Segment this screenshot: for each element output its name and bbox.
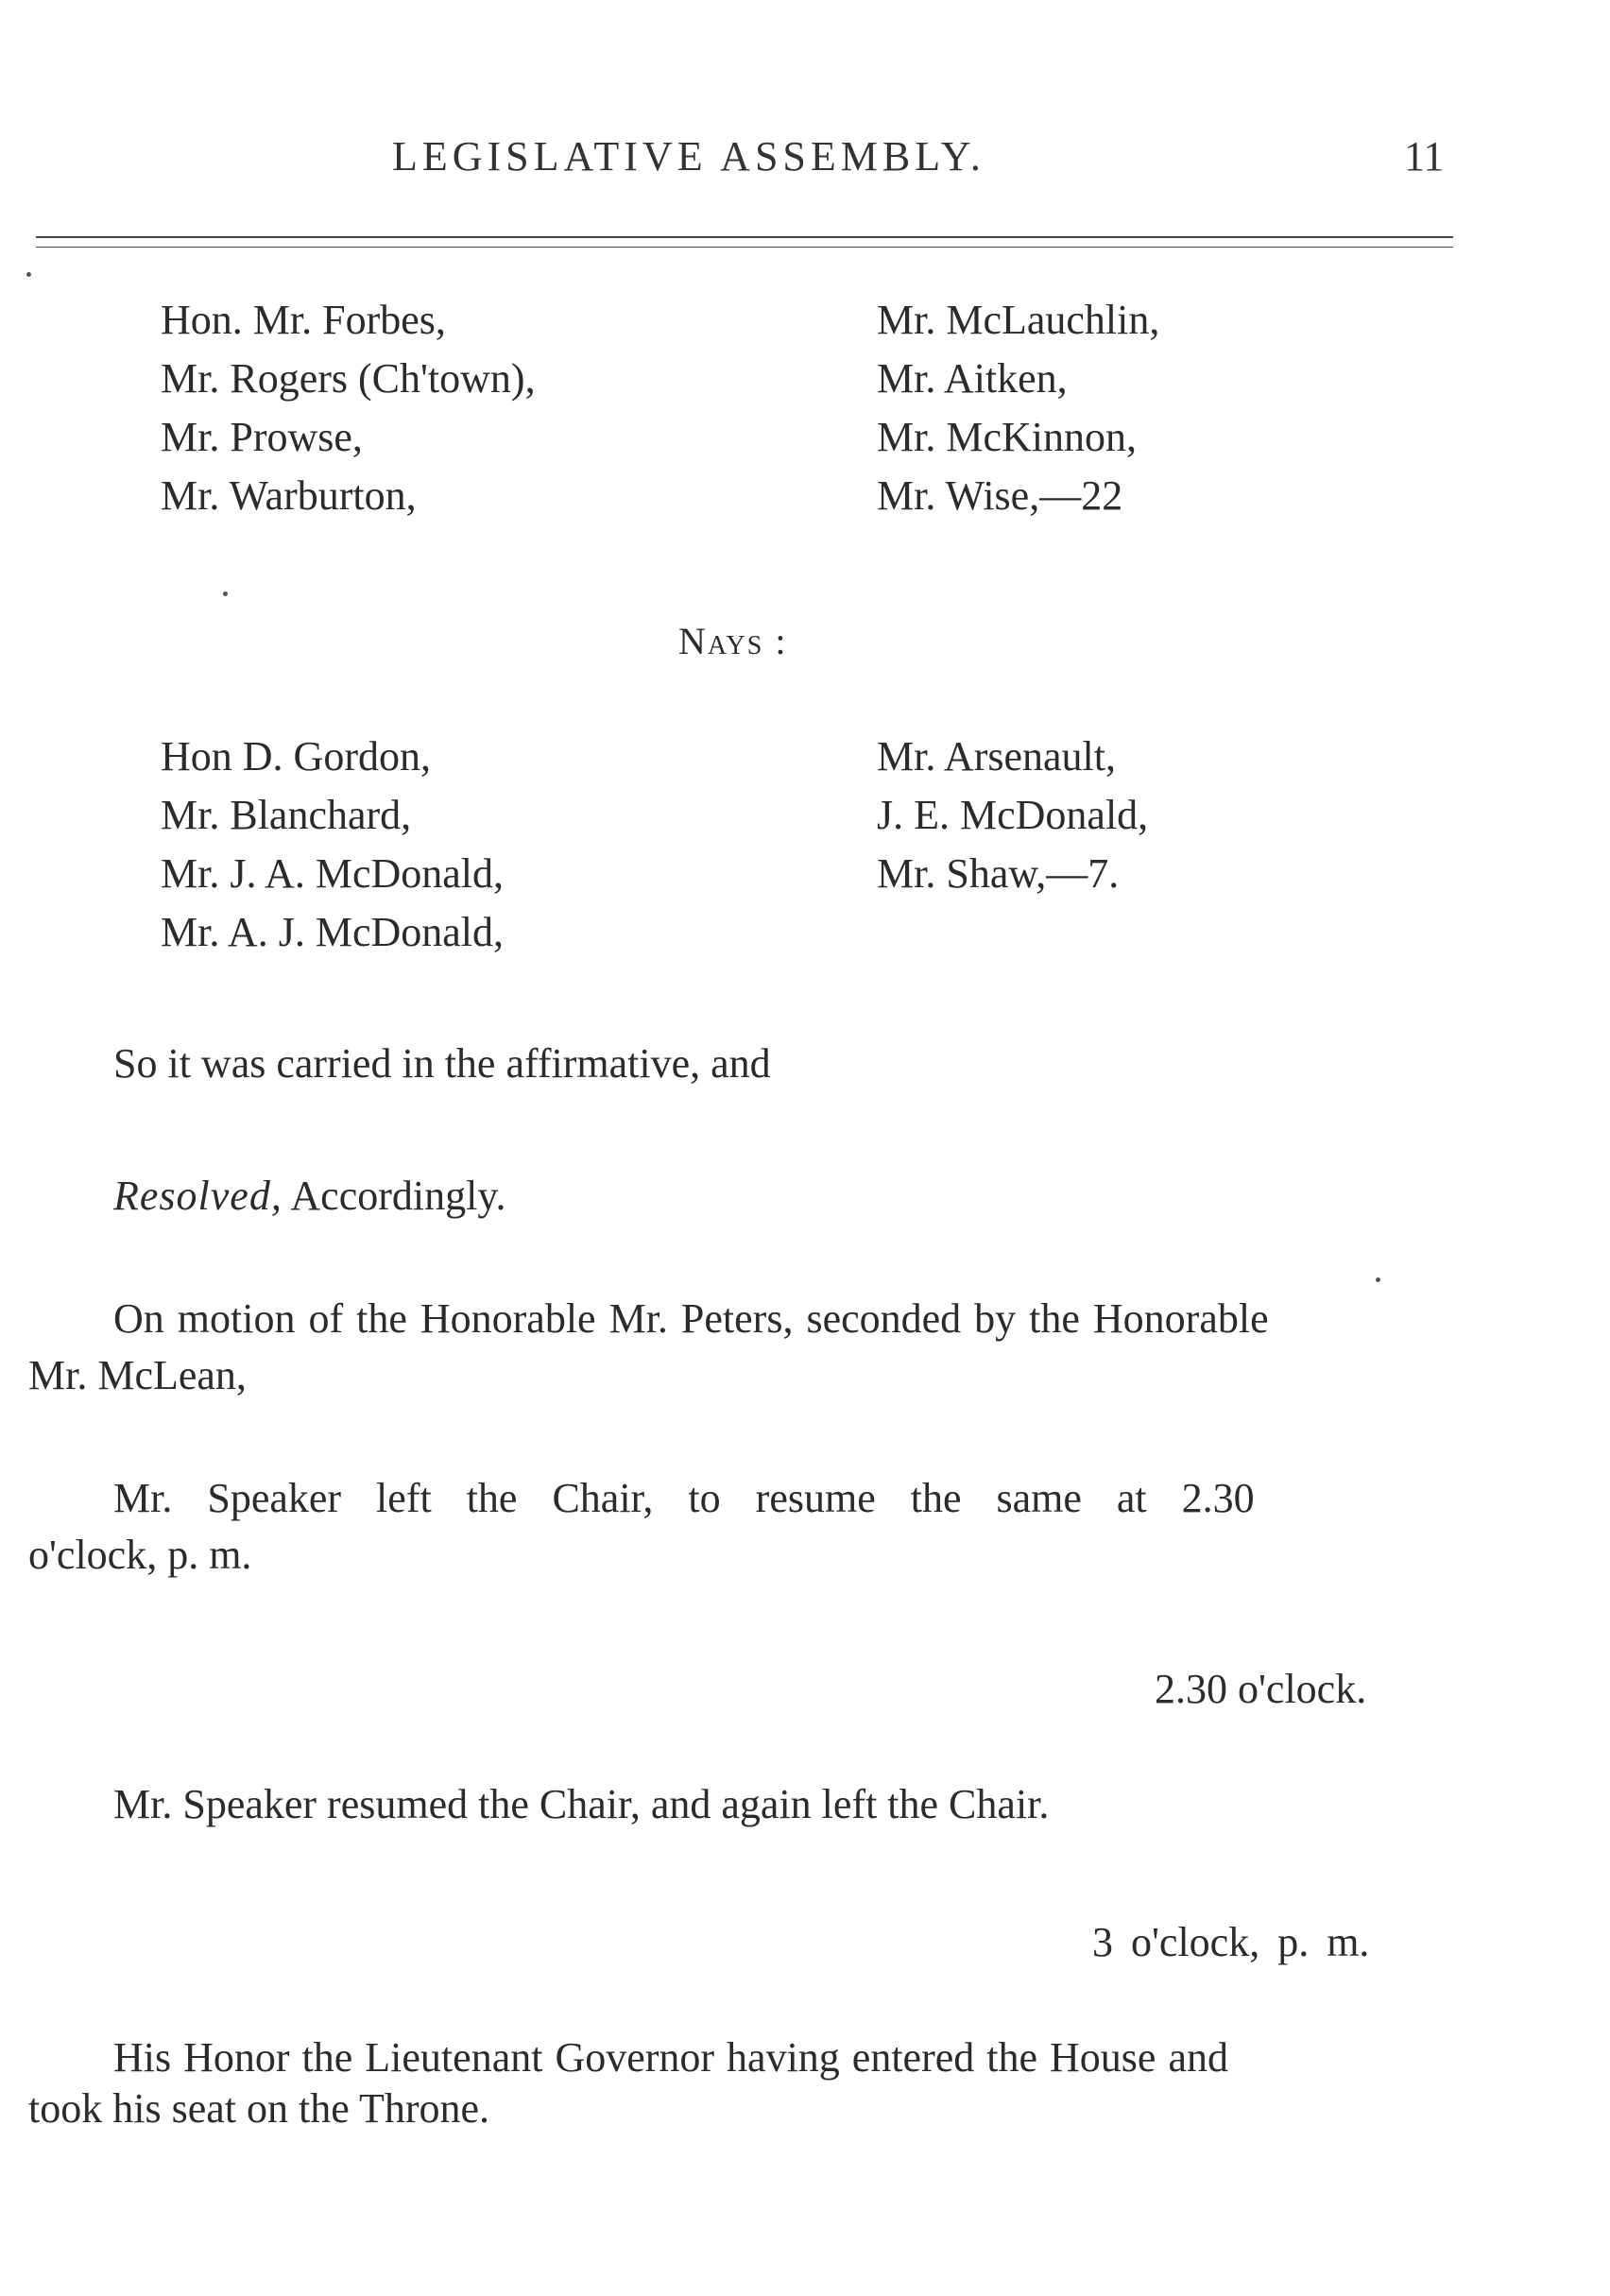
speaker-left-paragraph-line: o'clock, p. m. <box>28 1532 252 1578</box>
nay-member: Mr. Blanchard, <box>161 792 412 838</box>
yea-member: Mr. Wise,—22 <box>877 472 1123 519</box>
nay-member: J. E. McDonald, <box>877 792 1149 838</box>
print-speck <box>1376 1277 1380 1282</box>
resolved-paragraph <box>113 1172 505 1221</box>
nay-member: Hon D. Gordon, <box>161 733 431 780</box>
yea-member: Mr. Rogers (Ch'town), <box>161 355 536 402</box>
speaker-left-paragraph-line: Mr. Speaker left the Chair, to resume the same at 2.30 <box>113 1475 1255 1521</box>
motion-paragraph-line: Mr. McLean, <box>28 1352 247 1398</box>
yea-member: Mr. McLauchlin, <box>877 297 1160 343</box>
speaker-resumed-paragraph: Mr. Speaker resumed the Chair, and again left the Chair. <box>113 1781 1050 1827</box>
print-speck <box>26 272 31 277</box>
running-head: LEGISLATIVE ASSEMBLY. <box>392 133 985 180</box>
motion-paragraph-line: On motion of the Honorable Mr. Peters, seconded by the Honorable <box>113 1295 1269 1342</box>
carried-paragraph: So it was carried in the affirmative, and <box>113 1040 771 1087</box>
governor-paragraph-line: took his seat on the Throne. <box>28 2085 489 2132</box>
nays-left-column <box>161 728 504 962</box>
yea-member: Hon. Mr. Forbes, <box>161 297 446 343</box>
header-rule-thin <box>36 247 1453 248</box>
header-rule <box>36 236 1453 238</box>
yeas-right-column <box>877 291 1159 525</box>
print-speck <box>223 591 228 596</box>
nays-right-column <box>877 728 1148 903</box>
yea-member: Mr. Aitken, <box>877 355 1068 402</box>
nay-member: Mr. A. J. McDonald, <box>161 909 504 955</box>
yea-member: Mr. McKinnon, <box>877 414 1137 460</box>
resolved-text: Accordingly. <box>282 1173 506 1219</box>
nay-member: Mr. Arsenault, <box>877 733 1116 780</box>
yea-member: Mr. Prowse, <box>161 414 363 460</box>
yea-member: Mr. Warburton, <box>161 472 417 519</box>
nay-member: Mr. J. A. McDonald, <box>161 850 504 897</box>
page-number: 11 <box>1404 133 1445 180</box>
yeas-left-column <box>161 291 536 525</box>
governor-paragraph-line: His Honor the Lieutenant Governor having entered the House and <box>113 2034 1228 2081</box>
time-marker: 3 o'clock, p. m. <box>1092 1919 1370 1965</box>
time-marker: 2.30 o'clock. <box>1155 1666 1367 1712</box>
resolved-italic: Resolved, <box>113 1173 283 1219</box>
nays-heading: Nays : <box>678 620 788 662</box>
nay-member: Mr. Shaw,—7. <box>877 850 1120 897</box>
